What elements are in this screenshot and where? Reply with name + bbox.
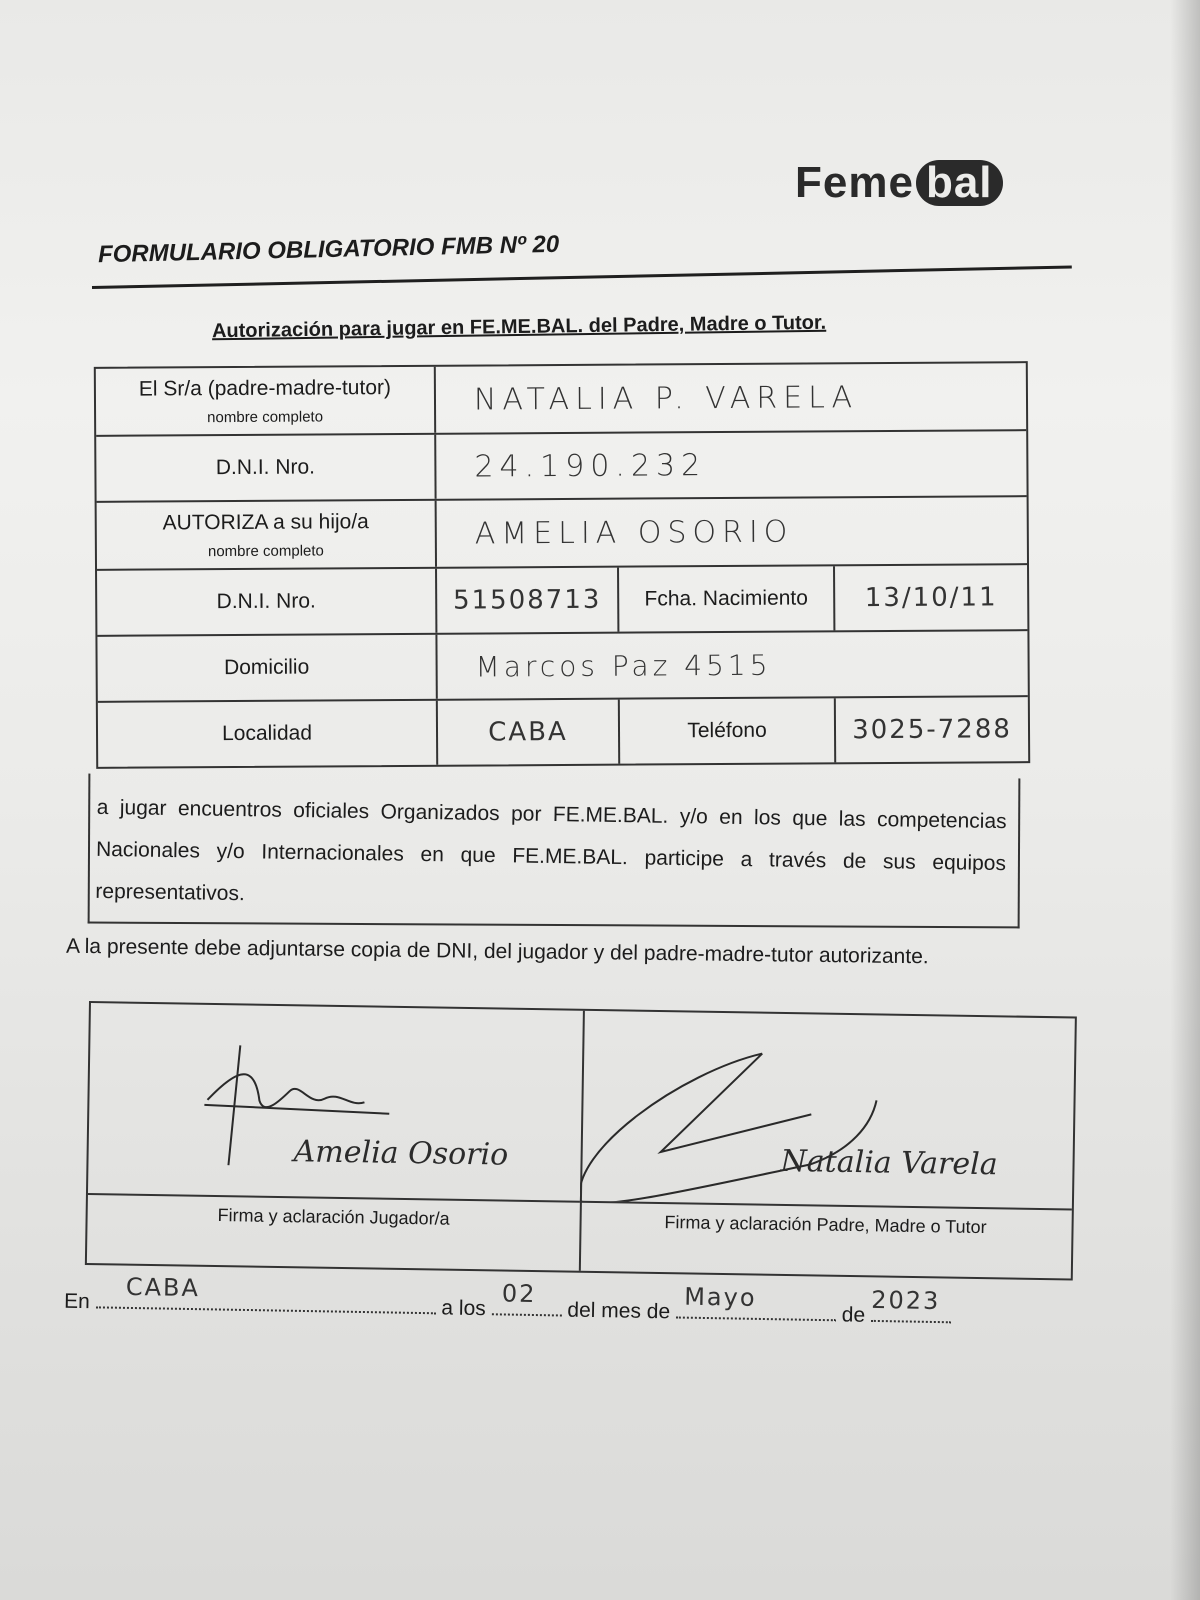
player-printed-name: Amelia Osorio — [293, 1134, 509, 1173]
month-value: Mayo — [683, 1282, 757, 1312]
city-value[interactable]: CABA — [438, 700, 620, 765]
place-value: CABA — [125, 1272, 201, 1303]
month-field[interactable] — [676, 1282, 836, 1321]
city-row — [98, 697, 1028, 767]
authorization-table — [94, 361, 1030, 769]
attachment-note: A la presente debe adjuntarse copia de DNI, del jugador y del padre-madre-tutor autorizante. — [65, 934, 929, 969]
address-row — [97, 631, 1027, 703]
child-name-value[interactable]: AMELIA OSORIO — [474, 514, 794, 552]
signature-table — [85, 1001, 1077, 1280]
city-label: Localidad — [98, 701, 438, 767]
guardian-signature-caption: Firma y aclaración Padre, Madre o Tutor — [664, 1212, 987, 1238]
address-value[interactable]: Marcos Paz 4515 — [475, 648, 772, 684]
child-name-label: AUTORIZA a su hijo/a nombre completo — [97, 501, 437, 569]
logo-ball-text: bal — [916, 160, 1003, 206]
birth-date-label: Fcha. Nacimiento — [619, 566, 835, 631]
title-rule — [92, 265, 1072, 289]
place-field[interactable] — [95, 1272, 435, 1314]
guardian-signature-area[interactable] — [580, 1011, 1075, 1211]
date-a-los-label: a los — [441, 1296, 486, 1321]
guardian-name-sublabel: nombre completo — [207, 407, 324, 426]
guardian-printed-name: Natalia Varela — [780, 1143, 998, 1183]
femebal-logo — [795, 158, 1003, 208]
phone-value[interactable]: 3025-7288 — [852, 714, 1012, 746]
authorization-text: a jugar encuentros oficiales Organizados por FE.ME.BAL. y/o en los que las competencias Nacionales y/o Internacionales en que FE.ME.BAL. participe a través de sus equipos representativos. — [95, 795, 1007, 906]
guardian-name-value[interactable]: NATALIA P. VARELA — [473, 379, 859, 418]
form-title: FORMULARIO OBLIGATORIO FMB Nº 20 — [97, 230, 560, 269]
child-name-sublabel: nombre completo — [207, 541, 324, 560]
guardian-name-row — [96, 363, 1026, 437]
date-line — [63, 1272, 1004, 1330]
guardian-name-label: El Sr/a (padre-madre-tutor) nombre completo — [96, 367, 436, 435]
guardian-dni-value[interactable]: 24.190.232 — [474, 447, 707, 485]
child-dni-value[interactable]: 51508713 — [437, 568, 619, 633]
year-field[interactable] — [871, 1285, 951, 1323]
logo-text: Feme — [795, 158, 914, 207]
page-edge-shadow — [1170, 0, 1200, 1600]
birth-date-value[interactable]: 13/10/11 — [864, 582, 998, 614]
form-subtitle: Autorización para jugar en FE.ME.BAL. del Padre, Madre o Tutor. — [211, 311, 827, 343]
player-signature-area[interactable] — [88, 1003, 583, 1203]
date-en-label: En — [63, 1289, 90, 1314]
guardian-dni-label: D.N.I. Nro. — [96, 435, 436, 501]
player-signature-caption: Firma y aclaración Jugador/a — [217, 1205, 450, 1229]
day-value: 02 — [501, 1279, 537, 1309]
guardian-signature-cell — [579, 1011, 1075, 1279]
date-mes-label: del mes de — [567, 1298, 671, 1324]
player-signature-cell — [87, 1003, 585, 1271]
guardian-dni-row — [96, 431, 1026, 503]
year-value: 2023 — [871, 1285, 941, 1316]
day-field[interactable] — [491, 1279, 561, 1316]
child-name-row — [97, 497, 1027, 571]
child-dni-row — [97, 565, 1027, 637]
child-dni-label: D.N.I. Nro. — [97, 569, 437, 635]
date-de-label: de — [841, 1303, 866, 1327]
phone-label: Teléfono — [620, 698, 836, 763]
address-label: Domicilio — [97, 635, 437, 701]
